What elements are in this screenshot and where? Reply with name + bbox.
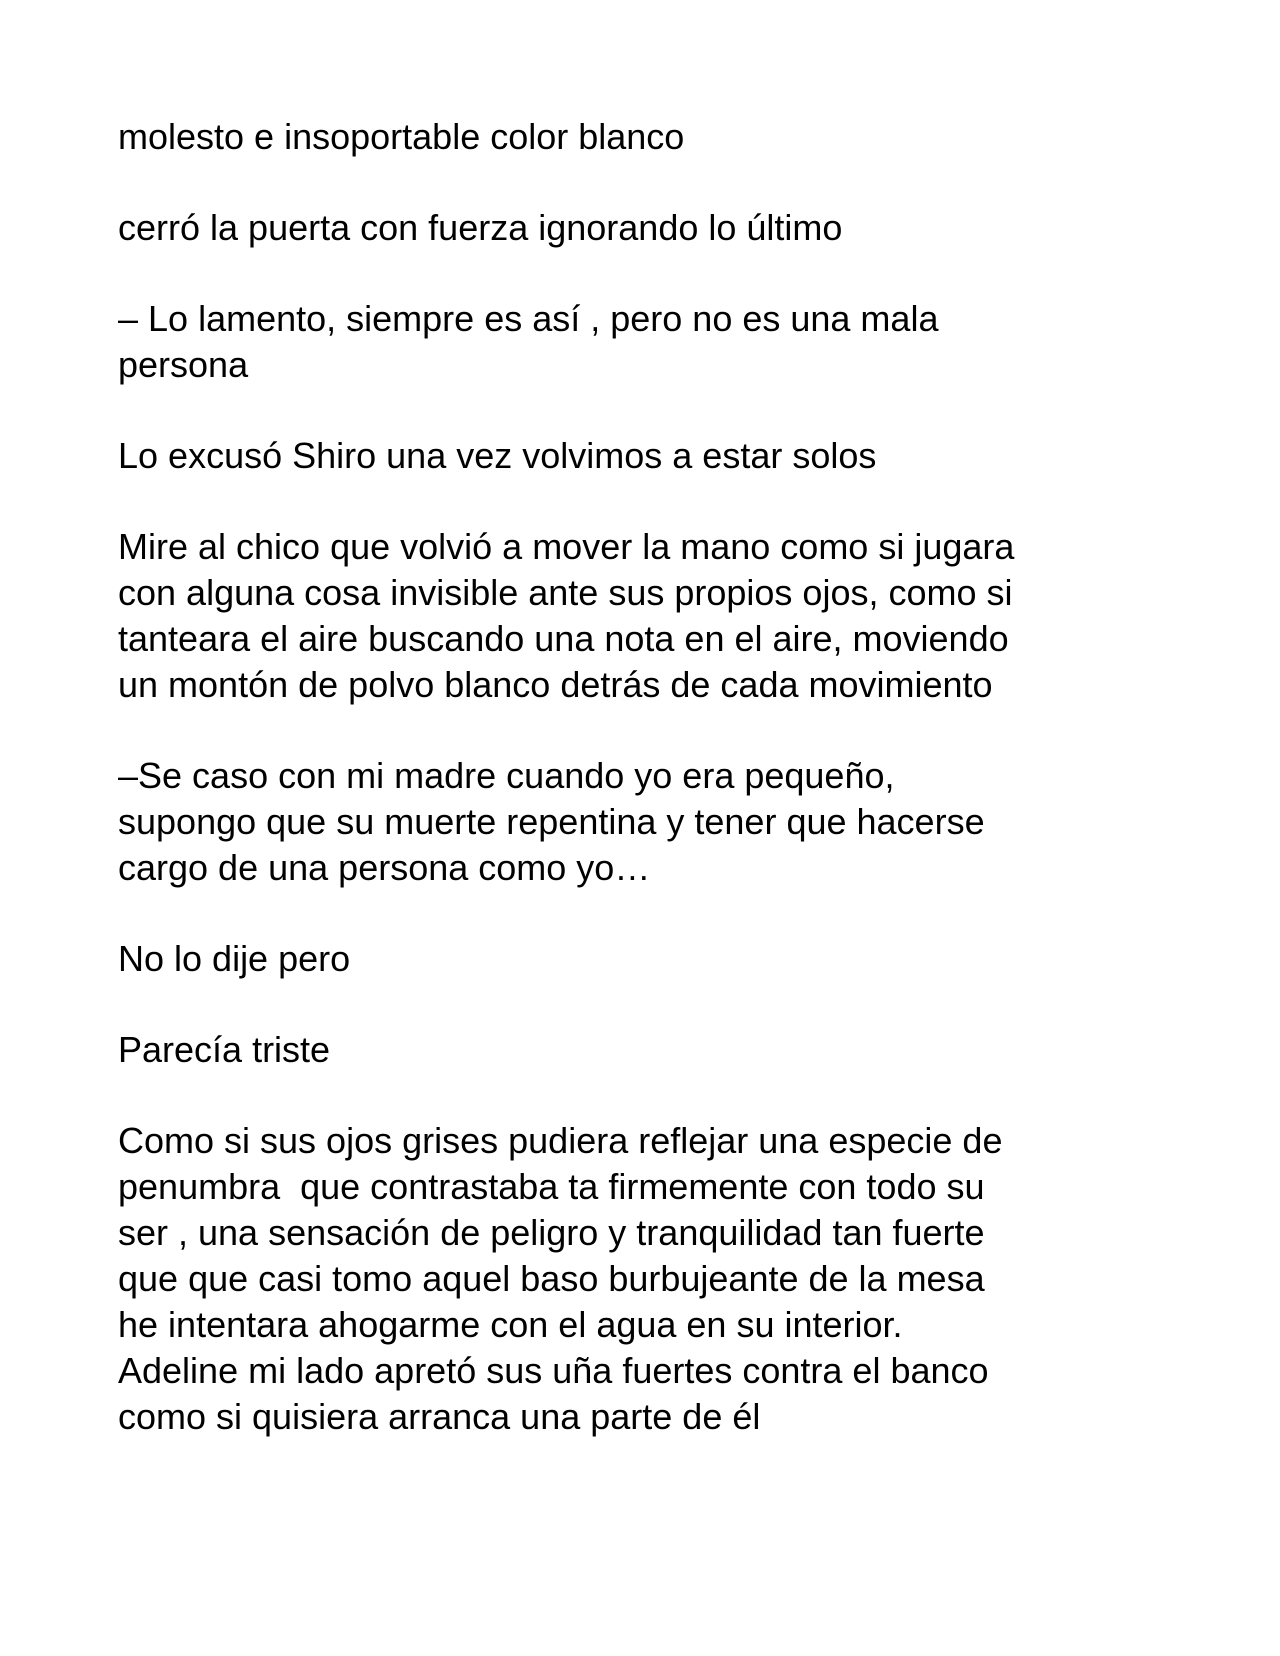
- text-line: molesto e insoportable color blanco: [118, 116, 685, 157]
- text-line: penumbra que contrastaba ta firmemente con todo su: [118, 1166, 985, 1207]
- text-line: Lo excusó Shiro una vez volvimos a estar solos: [118, 435, 877, 476]
- text-line: Como si sus ojos grises pudiera reflejar una especie de: [118, 1120, 1003, 1161]
- text-line: un montón de polvo blanco detrás de cada movimiento: [118, 664, 993, 705]
- text-line: Adeline mi lado apretó sus uña fuertes contra el banco: [118, 1350, 989, 1391]
- text-line: como si quisiera arranca una parte de él: [118, 1396, 761, 1437]
- paragraph: [118, 296, 1238, 388]
- paragraph: [118, 114, 1238, 160]
- text-line: –Se caso con mi madre cuando yo era pequeño,: [118, 755, 895, 796]
- text-line: No lo dije pero: [118, 938, 351, 979]
- paragraph: [118, 205, 1238, 251]
- text-line: – Lo lamento, siempre es así , pero no es una mala: [118, 298, 939, 339]
- paragraph: [118, 936, 1238, 982]
- text-line: persona: [118, 344, 249, 385]
- paragraph: [118, 753, 1238, 891]
- text-line: Parecía triste: [118, 1029, 331, 1070]
- text-line: Mire al chico que volvió a mover la mano como si jugara: [118, 526, 1015, 567]
- paragraph: [118, 1118, 1238, 1440]
- paragraph: [118, 1027, 1238, 1073]
- text-line: con alguna cosa invisible ante sus propios ojos, como si: [118, 572, 1013, 613]
- document-page: [118, 114, 1238, 1485]
- text-line: tanteara el aire buscando una nota en el aire, moviendo: [118, 618, 1009, 659]
- text-line: ser , una sensación de peligro y tranquilidad tan fuerte: [118, 1212, 985, 1253]
- text-line: supongo que su muerte repentina y tener que hacerse: [118, 801, 985, 842]
- text-line: cargo de una persona como yo…: [118, 847, 651, 888]
- text-line: que que casi tomo aquel baso burbujeante de la mesa: [118, 1258, 985, 1299]
- paragraph: [118, 524, 1238, 708]
- text-line: cerró la puerta con fuerza ignorando lo último: [118, 207, 843, 248]
- text-line: he intentara ahogarme con el agua en su interior.: [118, 1304, 903, 1345]
- paragraph: [118, 433, 1238, 479]
